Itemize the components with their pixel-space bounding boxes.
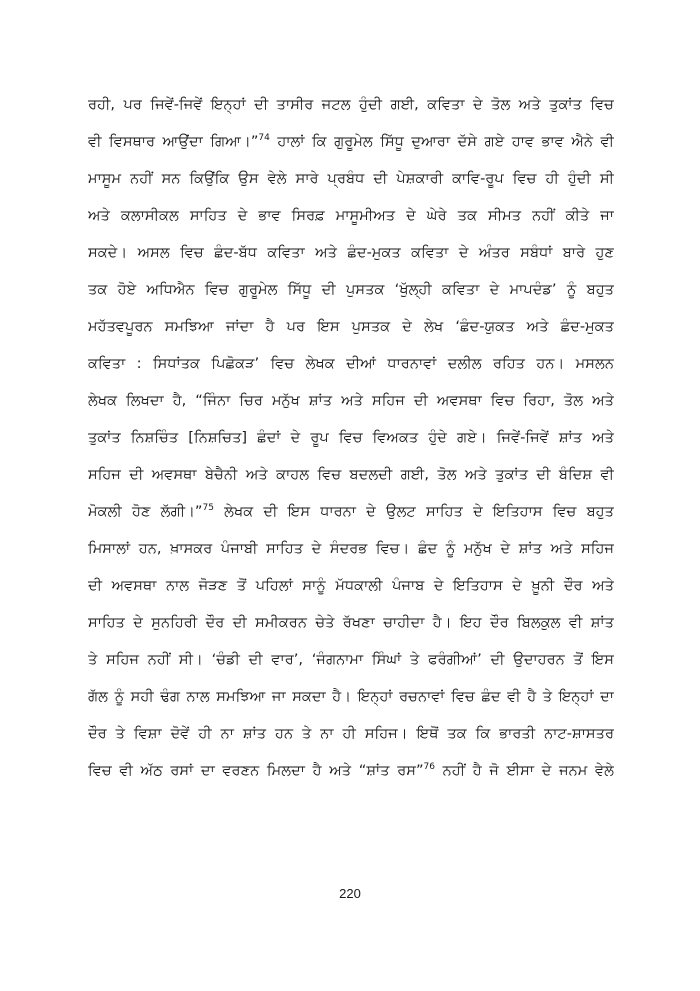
text-segment: ਵੀ ਵਿਸਥਾਰ ਆਉਂਦਾ ਗਿਆ।” (88, 133, 259, 150)
text-line (88, 495, 614, 532)
text-segment: ਹਾਲਾਂ ਕਿ ਗੁਰੂਮੇਲ ਸਿੱਧੂ ਦੁਆਰਾ ਦੱਸੇ ਗਏ ਹਾਵ ਭਾਵ ਐਨੇ ਵੀ (269, 133, 614, 150)
text-line: ਅਤੇ ਕਲਾਸੀਕਲ ਸਾਹਿਤ ਦੇ ਭਾਵ ਸਿਰਫ਼ ਮਾਸੂਮੀਅਤ ਦੇ ਘੇਰੇ ਤਕ ਸੀਮਤ ਨਹੀਂ ਕੀਤੇ ਜਾ (88, 207, 614, 224)
text-line: ਤੇ ਸਹਿਜ ਨਹੀਂ ਸੀ। ‘ਚੰਡੀ ਦੀ ਵਾਰ’, ‘ਜੰਗਨਾਮਾ ਸਿੰਘਾਂ ਤੇ ਫਰੰਗੀਆਂ’ ਦੀ ਉਦਾਹਰਨ ਤੋਂ ਇਸ (88, 651, 614, 668)
footnote-ref: 76 (423, 762, 435, 772)
text-line: ਲੇਖਕ ਲਿਖਦਾ ਹੈ, “ਜਿੰਨਾ ਚਿਰ ਮਨੁੱਖ ਸ਼ਾਂਤ ਅਤੇ ਸਹਿਜ ਦੀ ਅਵਸਥਾ ਵਿਚ ਰਿਹਾ, ਤੋਲ ਅਤੇ (88, 392, 614, 409)
text-line: ਸਾਹਿਤ ਦੇ ਸੁਨਹਿਰੀ ਦੌਰ ਦੀ ਸਮੀਕਰਨ ਚੇਤੇ ਰੱਖਣਾ ਚਾਹੀਦਾ ਹੈ। ਇਹ ਦੌਰ ਬਿਲਕੁਲ ਵੀ ਸ਼ਾਂਤ (88, 614, 614, 631)
text-line: ਦੌਰ ਤੇ ਵਿਸ਼ਾ ਦੋਵੇਂ ਹੀ ਨਾ ਸ਼ਾਂਤ ਹਨ ਤੇ ਨਾ ਹੀ ਸਹਿਜ। ਇਥੋਂ ਤਕ ਕਿ ਭਾਰਤੀ ਨਾਟ-ਸ਼ਾਸਤਰ (88, 725, 614, 742)
text-line: ਸਕਦੇ। ਅਸਲ ਵਿਚ ਛੰਦ-ਬੱਧ ਕਵਿਤਾ ਅਤੇ ਛੰਦ-ਮੁਕਤ ਕਵਿਤਾ ਦੇ ਅੰਤਰ ਸਬੰਧਾਂ ਬਾਰੇ ਹੁਣ (88, 244, 614, 261)
page-number: 220 (339, 886, 361, 901)
text-line: ਗੱਲ ਨੂੰ ਸਹੀ ਢੰਗ ਨਾਲ ਸਮਝਿਆ ਜਾ ਸਕਦਾ ਹੈ। ਇਨ੍ਹਾਂ ਰਚਨਾਵਾਂ ਵਿਚ ਛੰਦ ਵੀ ਹੈ ਤੇ ਇਨ੍ਹਾਂ ਦਾ (88, 688, 614, 705)
text-line: ਮਿਸਾਲਾਂ ਹਨ, ਖ਼ਾਸਕਰ ਪੰਜਾਬੀ ਸਾਹਿਤ ਦੇ ਸੰਦਰਭ ਵਿਚ। ਛੰਦ ਨੂੰ ਮਨੁੱਖ ਦੇ ਸ਼ਾਂਤ ਅਤੇ ਸਹਿਜ (88, 540, 614, 557)
text-segment: ਨਹੀਂ ਹੈ ਜੋ ਈਸਾ ਦੇ ਜਨਮ ਵੇਲੇ (434, 762, 614, 779)
text-line: ਸਹਿਜ ਦੀ ਅਵਸਥਾ ਬੇਚੈਨੀ ਅਤੇ ਕਾਹਲ ਵਿਚ ਬਦਲਦੀ ਗਈ, ਤੋਲ ਅਤੇ ਤੁਕਾਂਤ ਦੀ ਬੰਦਿਸ਼ ਵੀ (88, 466, 614, 483)
text-segment: ਵਿਚ ਵੀ ਅੱਠ ਰਸਾਂ ਦਾ ਵਰਣਨ ਮਿਲਦਾ ਹੈ ਅਤੇ “ਸ਼ਾਂਤ ਰਸ” (88, 762, 424, 779)
text-line (88, 125, 614, 162)
text-line: ਮਹੱਤਵਪੂਰਨ ਸਮਝਿਆ ਜਾਂਦਾ ਹੈ ਪਰ ਇਸ ਪੁਸਤਕ ਦੇ ਲੇਖ ‘ਛੰਦ-ਯੁਕਤ ਅਤੇ ਛੰਦ-ਮੁਕਤ (88, 318, 614, 335)
text-line: ਦੀ ਅਵਸਥਾ ਨਾਲ ਜੋੜਣ ਤੋਂ ਪਹਿਲਾਂ ਸਾਨੂੰ ਮੱਧਕਾਲੀ ਪੰਜਾਬ ਦੇ ਇਤਿਹਾਸ ਦੇ ਖ਼ੂਨੀ ਦੌਰ ਅਤੇ (88, 577, 614, 594)
text-line: ਕਵਿਤਾ : ਸਿਧਾਂਤਕ ਪਿਛੋਕੜ’ ਵਿਚ ਲੇਖਕ ਦੀਆਂ ਧਾਰਨਾਵਾਂ ਦਲੀਲ ਰਹਿਤ ਹਨ। ਮਸਲਨ (88, 355, 614, 372)
text-segment: ਮੋਕਲੀ ਹੋਣ ਲੱਗੀ।” (88, 503, 203, 520)
footnote-ref: 74 (258, 133, 270, 143)
text-line: ਰਹੀ, ਪਰ ਜਿਵੇਂ-ਜਿਵੇਂ ਇਨ੍ਹਾਂ ਦੀ ਤਾਸੀਰ ਜਟਲ ਹੁੰਦੀ ਗਈ, ਕਵਿਤਾ ਦੇ ਤੋਲ ਅਤੇ ਤੁਕਾਂਤ ਵਿਚ (88, 96, 614, 113)
body-text (88, 88, 614, 791)
text-line: ਤੁਕਾਂਤ ਨਿਸ਼ਚਿੰਤ [ਨਿਸ਼ਚਿਤ] ਛੰਦਾਂ ਦੇ ਰੂਪ ਵਿਚ ਵਿਅਕਤ ਹੁੰਦੇ ਗਏ। ਜਿਵੇਂ-ਜਿਵੇਂ ਸ਼ਾਂਤ ਅਤੇ (88, 429, 614, 446)
footnote-ref: 75 (202, 503, 214, 513)
text-line: ਤਕ ਹੋਏ ਅਧਿਐਨ ਵਿਚ ਗੁਰੂਮੇਲ ਸਿੱਧੂ ਦੀ ਪੁਸਤਕ ‘ਖੁੱਲ੍ਹੀ ਕਵਿਤਾ ਦੇ ਮਾਪਦੰਡ’ ਨੂੰ ਬਹੁਤ (88, 281, 614, 298)
text-segment: ਲੇਖਕ ਦੀ ਇਸ ਧਾਰਨਾ ਦੇ ਉਲਟ ਸਾਹਿਤ ਦੇ ਇਤਿਹਾਸ ਵਿਚ ਬਹੁਤ (213, 503, 614, 520)
text-line (88, 754, 614, 791)
text-line: ਮਾਸੂਮ ਨਹੀਂ ਸਨ ਕਿਉਂਕਿ ਉਸ ਵੇਲੇ ਸਾਰੇ ਪ੍ਰਬੰਧ ਦੀ ਪੇਸ਼ਕਾਰੀ ਕਾਵਿ-ਰੂਪ ਵਿਚ ਹੀ ਹੁੰਦੀ ਸੀ (88, 170, 614, 187)
